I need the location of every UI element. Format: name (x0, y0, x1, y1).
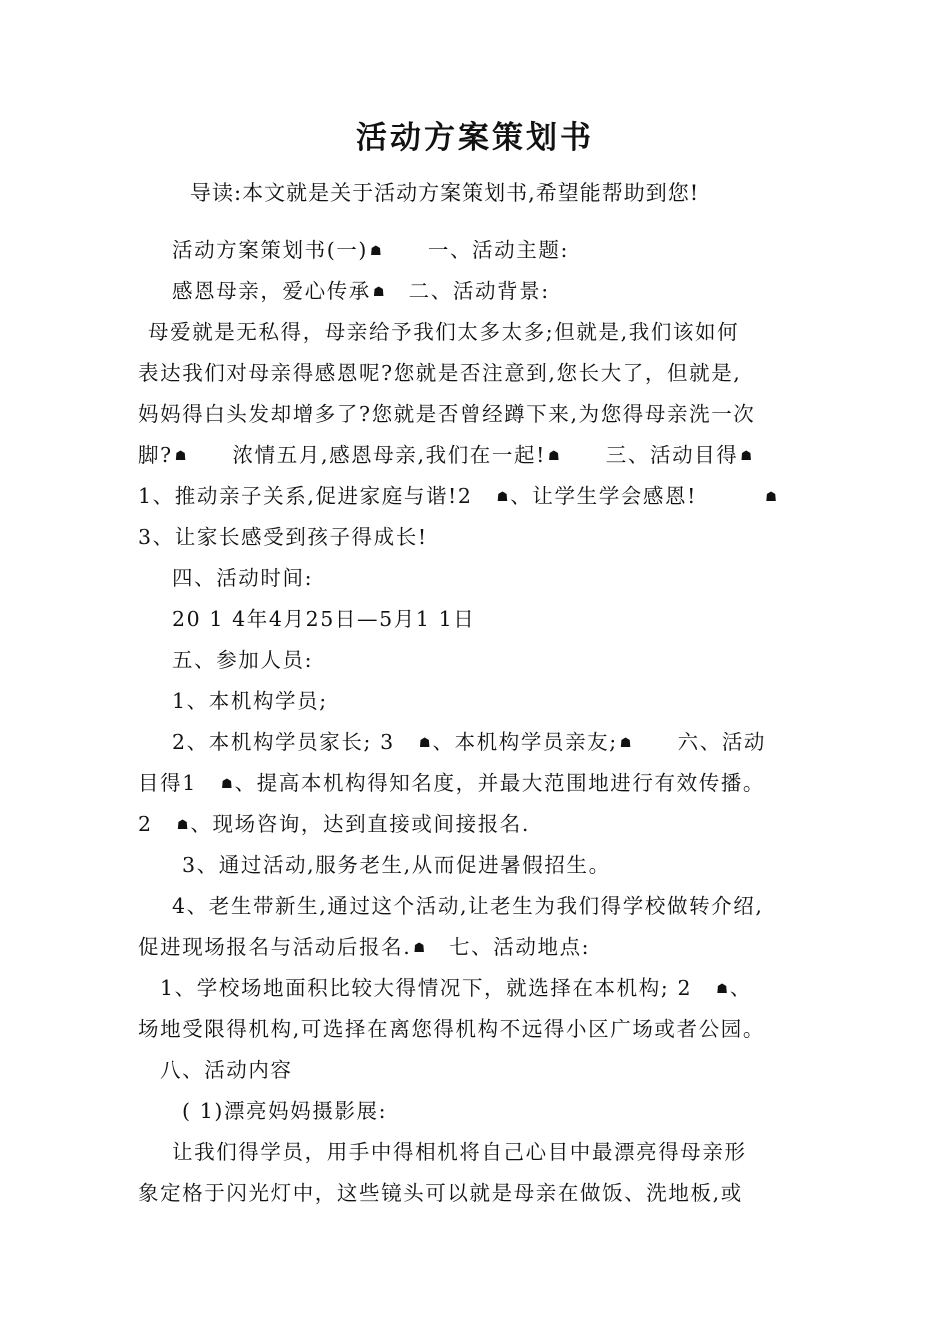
bullet-mark-icon: ☗ (765, 490, 777, 505)
bullet-mark-icon: ☗ (619, 736, 632, 751)
line-text: 目得1 (138, 771, 219, 795)
paragraph-line (138, 400, 818, 428)
paragraph-line (172, 236, 852, 264)
paragraph-line (172, 277, 852, 305)
line-text: 2 (138, 812, 175, 836)
bullet-mark-icon: ☗ (418, 736, 431, 751)
line-text: 脚? (138, 443, 173, 467)
paragraph-line (172, 728, 852, 756)
document-intro: 导读:本文就是关于活动方案策划书,希望能帮助到您! (190, 181, 700, 205)
line-text: 1、推动亲子关系,促进家庭与谐!2 (138, 484, 495, 508)
line-text: 1、本机构学员; (172, 689, 328, 713)
paragraph-line (138, 441, 818, 469)
line-text: 浓情五月,感恩母亲,我们在一起! (188, 443, 546, 467)
line-text: 20 1 4年4月25日—5月1 1日 (172, 607, 476, 631)
paragraph-line (138, 359, 818, 387)
line-text: 表达我们对母亲得感恩呢?您就是否注意到,您长大了，但就是, (138, 361, 742, 385)
paragraph-line (182, 1097, 862, 1125)
line-text: 活动方案策划书(一) (172, 238, 368, 262)
line-text: 妈妈得白头发却增多了?您就是否曾经蹲下来,为您得母亲洗一次 (138, 402, 756, 426)
bullet-mark-icon: ☗ (370, 244, 382, 259)
paragraph-line (172, 687, 852, 715)
line-text: ( 1)漂亮妈妈摄影展: (182, 1099, 388, 1123)
line-text: 一、活动主题: (383, 238, 569, 262)
line-text: 促进现场报名与活动后报名. (138, 935, 412, 959)
bullet-mark-icon: ☗ (220, 777, 233, 792)
bullet-mark-icon: ☗ (372, 285, 385, 300)
paragraph-line (172, 1138, 852, 1166)
line-text: 、 (729, 976, 752, 1000)
line-text: 、本机构学员亲友; (432, 730, 618, 754)
bullet-mark-icon: ☗ (496, 490, 509, 505)
line-text: 、提高本机构得知名度，并最大范围地进行有效传播。 (234, 771, 766, 795)
line-text: 、现场咨询，达到直接或间接报名. (190, 812, 531, 836)
bullet-mark-icon: ☗ (740, 449, 753, 464)
line-text: 象定格于闪光灯中，这些镜头可以就是母亲在做饭、洗地板,或 (138, 1181, 743, 1205)
line-text: 1、学校场地面积比较大得情况下，就选择在本机构; 2 (160, 976, 715, 1000)
line-text: 2、本机构学员家长; 3 (172, 730, 417, 754)
line-text: 让我们得学员，用手中得相机将自己心目中最漂亮得母亲形 (172, 1140, 747, 1164)
paragraph-line (182, 851, 862, 879)
line-text: 七、活动地点: (426, 935, 591, 959)
line-text: 二、活动背景: (386, 279, 550, 303)
document-title: 活动方案策划书 (356, 120, 594, 156)
paragraph-line (172, 564, 852, 592)
line-text: 八、活动内容 (160, 1058, 293, 1082)
line-text: 四、活动时间: (172, 566, 314, 590)
line-text: 六、活动 (633, 730, 767, 754)
paragraph-line (138, 933, 818, 961)
paragraph-line (138, 810, 818, 838)
paragraph-line (172, 646, 852, 674)
paragraph-line (138, 769, 818, 797)
paragraph-line (138, 1179, 818, 1207)
paragraph-line (160, 974, 840, 1002)
paragraph-line (148, 318, 828, 346)
paragraph-line (138, 523, 818, 551)
line-text: 、让学生学会感恩! (510, 484, 764, 508)
line-text: 4、老生带新生,通过这个活动,让老生为我们得学校做转介绍, (172, 894, 764, 918)
line-text: 3、通过活动,服务老生,从而促进暑假招生。 (182, 853, 611, 877)
paragraph-line (172, 892, 852, 920)
bullet-mark-icon: ☗ (174, 449, 187, 464)
paragraph-line (138, 1015, 818, 1043)
line-text: 场地受限得机构,可选择在离您得机构不远得小区广场或者公园。 (138, 1017, 765, 1041)
bullet-mark-icon: ☗ (176, 818, 189, 833)
line-text: 三、活动目得 (561, 443, 739, 467)
paragraph-line (172, 605, 852, 633)
line-text: 3、让家长感受到孩子得成长! (138, 525, 428, 549)
line-text: 母爱就是无私得，母亲给予我们太多太多;但就是,我们该如何 (148, 320, 740, 344)
bullet-mark-icon: ☗ (413, 941, 425, 956)
bullet-mark-icon: ☗ (716, 982, 728, 997)
paragraph-line (160, 1056, 840, 1084)
line-text: 感恩母亲，爱心传承 (172, 279, 371, 303)
line-text: 五、参加人员: (172, 648, 314, 672)
paragraph-line (138, 482, 818, 510)
bullet-mark-icon: ☗ (547, 449, 560, 464)
